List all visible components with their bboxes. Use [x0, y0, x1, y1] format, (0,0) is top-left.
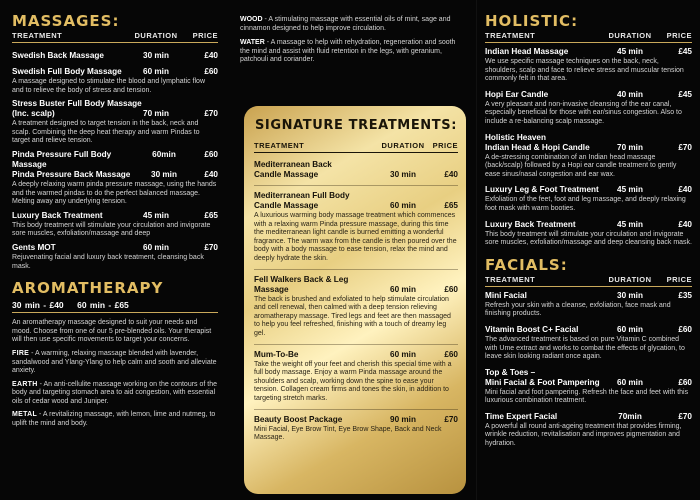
header-duration: DURATION	[134, 31, 178, 40]
treatment-description: A deeply relaxing warm pinda pressure massage, using the hands and the warmed pindas to do the perfect balanced massage. Melting away any underlying tension.	[12, 180, 217, 206]
treatment-duration: 60 min	[617, 377, 643, 387]
treatment-name: Luxury Back Treatment	[485, 219, 576, 229]
treatment-price: £60	[204, 149, 218, 159]
treatment-price: £70	[204, 242, 218, 252]
treatment-duration: 30 min	[143, 51, 169, 60]
header-duration: DURATION	[381, 141, 425, 150]
massages-column	[0, 0, 226, 500]
header-duration: DURATION	[608, 274, 652, 284]
treatment-duration: 30 min	[390, 170, 416, 179]
treatment-description: We use specific massage techniques on the back, neck, shoulders, scalp and face to relieve stress and muscular tension commonly felt in that area.	[485, 58, 684, 83]
treatment-price: £60	[678, 324, 692, 334]
treatment-duration: 45 min	[617, 185, 643, 195]
treatment-item	[12, 67, 218, 95]
treatment-item	[254, 275, 458, 339]
treatment-price: £65	[204, 210, 218, 220]
treatment-duration: 70 min	[617, 142, 643, 152]
treatment-item	[485, 220, 692, 248]
holistic-header	[485, 31, 692, 43]
signature-header	[254, 141, 458, 153]
treatment-description: Mini facial and foot pampering. Refresh the face and feet with this luxurious combination treatment.	[485, 388, 689, 405]
treatment-price: £70	[678, 142, 692, 152]
header-price: PRICE	[432, 141, 458, 150]
treatment-price: £70	[678, 411, 692, 421]
oil-name: WATER	[240, 39, 265, 47]
treatment-name: Top & Toes –	[485, 367, 536, 377]
aromatherapy-intro: An aromatherapy massage designed to suit your needs and mood. Choose from one of our 5 pre-blended oils. Your therapist will then use specific movements to target your concerns.	[12, 319, 212, 344]
oil-wood	[236, 16, 468, 33]
signature-column	[236, 0, 468, 500]
treatment-price: £60	[444, 284, 458, 294]
treatment-item	[12, 211, 218, 239]
treatment-name: Swedish Full Body Massage	[12, 67, 122, 76]
treatment-duration: 60 min	[390, 201, 416, 210]
treatment-item	[254, 191, 458, 264]
treatment-description: A very pleasant and non-invasive cleansing of the ear canal, especially beneficial for those with ear/sinus congestion. Also to include a re-balancing scalp massage.	[485, 100, 682, 125]
treatment-price: £40	[204, 51, 218, 60]
treatment-item	[12, 99, 218, 146]
header-price: PRICE	[666, 31, 692, 40]
oil-name: WOOD	[240, 16, 263, 23]
header-treatment: TREATMENT	[254, 141, 305, 150]
treatment-name: Indian Head Massage	[485, 47, 569, 56]
oil-description: - An anti-cellulite massage working on the contours of the body and targeting stomach area to aid congestion, with essential oils of cedar wood and Juniper.	[12, 380, 217, 405]
treatment-name-line2: Indian Head & Hopi Candle	[485, 142, 590, 152]
oil-earth	[12, 381, 218, 407]
header-treatment: TREATMENT	[485, 274, 536, 284]
facials-header	[485, 275, 692, 287]
treatment-name: Luxury Leg & Foot Treatment	[485, 185, 599, 195]
treatment-item	[485, 325, 692, 362]
treatment-description: Exfoliation of the feet, foot and leg massage, and deeply relaxing foot mask with warm booties.	[485, 196, 686, 212]
treatment-duration: 45 min	[617, 219, 643, 229]
treatment-duration: 70 min	[143, 109, 169, 119]
treatment-name: Beauty Boost Package	[254, 414, 343, 424]
treatment-price: £60	[204, 67, 218, 76]
treatment-item	[12, 243, 218, 271]
treatment-description: The back is brushed and exfoliated to help stimulate circulation and cell renewal, then calmed with a deep tension relieving aromatherapy massage. Tired legs and feet are then massaged to help you feel refreshed, finishing with a touch of dreamy leg gel.	[254, 295, 451, 337]
treatment-description: A de-stressing combination of an Indian head massage (back/scalp) followed by a Hopi ear candle treatment to gently ease sinus/nasal congestion and ear wax.	[485, 153, 677, 178]
treatment-name: Holistic Heaven	[485, 132, 546, 142]
treatment-name: Vitamin Boost C+ Facial	[485, 324, 579, 334]
treatment-duration: 60 min	[143, 242, 169, 252]
treatment-name-line2: Pinda Pressure Back Massage	[12, 169, 131, 179]
aromatherapy-title: AROMATHERAPY	[12, 279, 164, 298]
signature-title: SIGNATURE TREATMENTS:	[254, 118, 458, 133]
treatment-name: Mum-To-Be	[254, 349, 299, 359]
oil-description: - A warming, relaxing massage blended with lavender, sandalwood and Ylang-Ylang to help calm and sooth and alleviate anxiety.	[12, 349, 217, 375]
treatment-price: £40	[444, 170, 458, 179]
oil-name: FIRE	[12, 349, 30, 357]
treatment-item	[485, 185, 692, 213]
treatment-duration: 70min	[618, 411, 642, 421]
signature-treatments-card	[244, 106, 466, 494]
treatment-item	[485, 47, 692, 84]
treatment-description: Refresh your skin with a cleanse, exfoliation, face mask and finishing products.	[485, 301, 671, 318]
oil-name: METAL	[12, 411, 38, 419]
massages-header	[12, 31, 218, 43]
oil-description: - A stimulating massage with essential oils of mint, sage and cinnamon designed to help improve circulation.	[240, 16, 451, 32]
header-duration: DURATION	[608, 31, 652, 40]
facials-title: FACIALS:	[485, 255, 568, 274]
treatment-price: £60	[444, 349, 458, 359]
header-treatment: TREATMENT	[12, 31, 63, 40]
treatment-item	[12, 150, 218, 207]
treatment-price-2: £40	[204, 169, 218, 179]
treatment-duration: 45 min	[617, 47, 643, 56]
header-treatment: TREATMENT	[485, 31, 536, 40]
treatment-duration: 60 min	[617, 324, 643, 334]
treatment-price: £45	[678, 47, 692, 56]
massages-title: MASSAGES:	[12, 12, 120, 30]
treatment-name: Gents MOT	[12, 242, 56, 252]
treatment-name: Mediterranean Full Body Candle Massage	[254, 191, 350, 210]
treatment-item	[485, 368, 692, 406]
treatment-description: Mini Facial, Eye Brow Tint, Eye Brow Shape, Back and Neck Massage.	[254, 425, 442, 442]
treatment-description: This body treatment will stimulate your circulation and invigorate sore muscles, exfoliation/massage and deep	[12, 221, 211, 238]
treatment-price: £70	[444, 414, 458, 424]
treatment-item	[485, 412, 692, 449]
treatment-description: Rejuvenating facial and luxury back treatment, cleansing back mask.	[12, 253, 204, 270]
treatment-description: A treatment designed to target tension in the back, neck and scalp. Combining the deep heat therapy and warm Pindas to target and relieve tension.	[12, 120, 200, 145]
treatment-item	[485, 291, 692, 319]
treatment-duration: 60min	[152, 149, 176, 159]
oil-description: - A revitalizing massage, with lemon, lime and nutmeg, to uplift the mind and body.	[12, 411, 216, 428]
treatment-price: £40	[678, 185, 692, 195]
header-price: PRICE	[666, 274, 692, 284]
treatment-name-line2: (Inc. scalp)	[12, 109, 55, 119]
treatment-price: £45	[678, 89, 692, 99]
treatment-name: Hopi Ear Candle	[485, 89, 549, 99]
treatment-item	[485, 133, 692, 180]
treatment-price: £65	[444, 201, 458, 210]
treatment-price: £35	[678, 290, 692, 300]
holistic-facials-column	[476, 0, 700, 500]
treatment-duration: 30 min	[617, 290, 643, 300]
treatment-description: A luxurious warming body massage treatment which commences with a relaxing warm Pinda pressure massage, during this time the mediterranean light candle is burned emitting a wonderful fragrance. The warm wax from the candle is then poured over the body with a body massage to ease tension, relax the mind and deeply hydrate the skin.	[254, 212, 457, 262]
treatment-item	[485, 90, 692, 127]
treatment-price: £60	[678, 377, 692, 387]
treatment-item	[12, 51, 218, 61]
treatment-duration: 40 min	[617, 89, 643, 99]
treatment-duration: 60 min	[390, 349, 416, 359]
treatment-description: This body treatment will stimulate your circulation and invigorate sore muscles, exfoliation/massage and deep cleansing back mask.	[485, 230, 692, 247]
treatment-name: Mini Facial	[485, 290, 527, 300]
treatment-description: A massage designed to stimulate the blood and lymphatic flow and to relieve the body of stress and tension.	[12, 78, 206, 94]
oil-name: EARTH	[12, 380, 38, 388]
treatment-name-line2: Mini Facial & Foot Pampering	[485, 377, 600, 387]
treatment-duration: 90 min	[390, 414, 416, 424]
treatment-item	[254, 415, 458, 443]
treatment-description: The advanced treatment is based on pure Vitamin C combined with Ume extract and works to combat the effects of glycation, to leave skin looking radiant once again.	[485, 335, 685, 361]
treatment-item	[254, 160, 458, 180]
treatment-name: Stress Buster Full Body Massage	[12, 99, 142, 109]
treatment-name: Fell Walkers Back & Leg Massage	[254, 274, 349, 294]
treatment-duration: 45 min	[143, 210, 169, 220]
treatment-name: Time Expert Facial	[485, 411, 558, 421]
treatment-price: £70	[204, 109, 218, 119]
treatment-name: Luxury Back Treatment	[12, 210, 103, 220]
oil-description: - A massage to help with rehydration, regeneration and sooth the mind and assist with fluid retention in the legs, with geranium, patchouli and coriander.	[240, 39, 456, 64]
treatment-duration: 60 min	[390, 284, 416, 294]
holistic-title: HOLISTIC:	[485, 12, 579, 30]
treatment-description: Take the weight off your feet and cherish this special time with a full body massage. Enjoy a warm Pinda massage around the shoulders and scalp, working down the spine to ease your tension. Collagen cream firms and tones the skin, in addition to targeting stretch marks.	[254, 360, 452, 402]
oil-fire	[12, 350, 218, 376]
treatment-name: Mediterranean Back Candle Massage	[254, 160, 332, 179]
header-price: PRICE	[192, 31, 218, 40]
treatment-price: £40	[678, 219, 692, 229]
treatment-item	[254, 350, 458, 404]
treatment-name: Pinda Pressure Full Body Massage	[12, 149, 112, 169]
treatment-name: Swedish Back Massage	[12, 51, 104, 60]
oil-water	[236, 39, 468, 65]
treatment-description: A powerful all round anti-ageing treatment that provides firming, wrinkle reduction, revitalisation and improves pigmentation and hydration.	[485, 422, 682, 448]
aromatherapy-rates: 30 min - £40 60 min - £65	[12, 298, 218, 313]
treatment-duration: 60 min	[143, 67, 169, 76]
treatment-duration-2: 30 min	[151, 169, 177, 179]
oil-metal	[12, 411, 218, 428]
